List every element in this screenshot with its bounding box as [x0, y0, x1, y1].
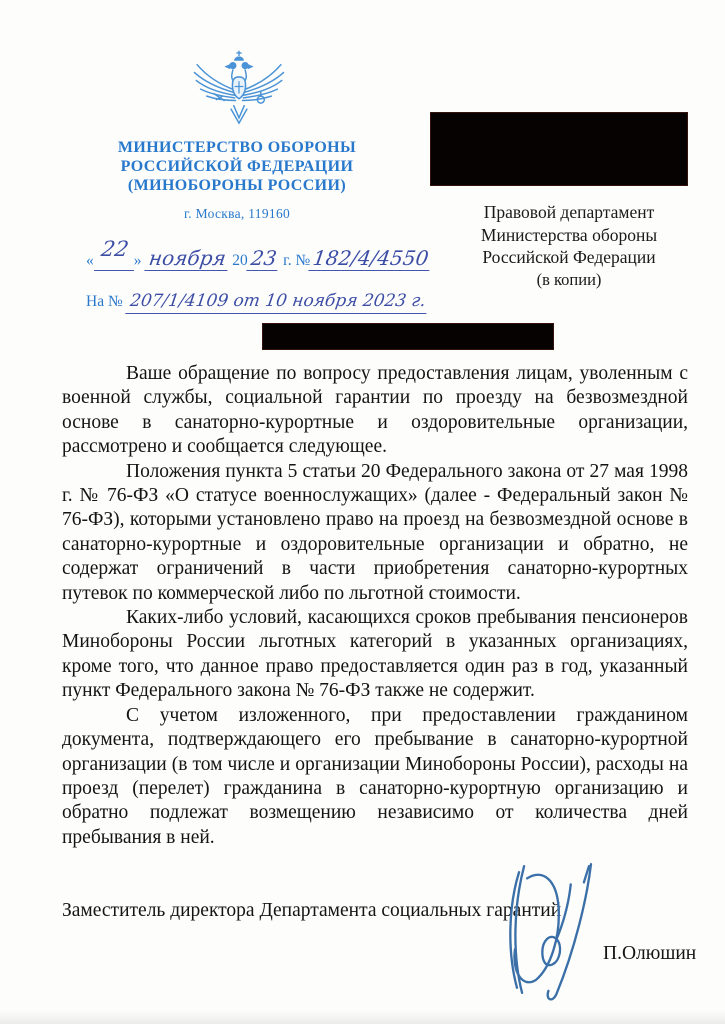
redaction-box-middle: [262, 323, 554, 350]
handwritten-day: 22: [99, 237, 131, 261]
letter-body: [62, 362, 688, 850]
ministry-name-line3: (МИНОБОРОНЫ РОССИИ): [127, 177, 347, 194]
paragraph-4: С учетом изложенного, при предоставлении гражданином документа, подтверждающего его пребывание в санаторно-курортной организации (в том числе и организации Минобороны России), расходы на проезд (перелет) гражданина в санаторно-курортную организацию и обратно подлежат возмещению независимо от количества дней пребывания в ней.: [62, 704, 688, 848]
recipient-block: [443, 201, 695, 291]
ministry-name: [70, 138, 404, 195]
signer-title: Заместитель директора Департамента социальных гарантий: [62, 900, 562, 921]
ministry-name-line1: МИНИСТЕРСТВО ОБОРОНЫ: [117, 139, 357, 156]
handwritten-year: 23: [246, 247, 281, 271]
handwritten-signature: [496, 854, 614, 1004]
after-year-label: г. №: [283, 252, 311, 269]
quote-open: «: [86, 252, 94, 269]
outgoing-date-number-line: [86, 237, 436, 271]
recipient-line3: Российской Федерации: [482, 247, 656, 267]
handwritten-outgoing-number: 182/4/4550: [309, 247, 434, 271]
handwritten-incoming-number: 207/1/4109 от 10 ноября 2023 г.: [125, 290, 430, 314]
paragraph-3: Каких-либо условий, касающихся сроков пребывания пенсионеров Минобороны России льготных категорий в указанных организациях, кроме того, что данное право предоставляется один раз в год, указанный пункт Федерального закона № 76-ФЗ также не содержит.: [62, 607, 688, 702]
incoming-reference-line: [86, 290, 436, 314]
recipient-line2: Министерства обороны: [480, 224, 658, 245]
handwritten-month: ноября: [144, 247, 230, 271]
ministry-name-line2: РОССИЙСКОЙ ФЕДЕРАЦИИ: [120, 158, 354, 175]
redaction-box-top: [430, 112, 688, 186]
quote-close: »: [133, 252, 142, 269]
handwritten-day-slot: [94, 237, 134, 271]
year-prefix: 20: [232, 252, 248, 269]
paragraph-1: Ваше обращение по вопросу предоставления лицам, уволенным с военной службы, социальной гарантии по проезду на безвозмездной основе в санаторно-курортные и оздоровительные организации, рассмотрено и сообщается следующее.: [62, 363, 688, 458]
mod-eagle-emblem-icon: [191, 48, 287, 132]
paragraph-2: Положения пункта 5 статьи 20 Федерального закона от 27 мая 1998 г. № 76-ФЗ «О статусе военнослужащих» (далее - Федеральный закон № 76-ФЗ), которыми установлено право на проезд на безвозмездной основе в санаторно-курортные и оздоровительные организации и обратно, не содержат ограничений в части приобретения санаторно-курортных путевок по коммерческой либо по льготной стоимости.: [62, 460, 688, 604]
signer-name: П.Олюшин: [603, 943, 697, 964]
recipient-line1: Правовой департамент: [483, 202, 655, 222]
recipient-copy-note: (в копии): [536, 269, 602, 289]
ministry-address: г. Москва, 119160: [183, 206, 291, 221]
reply-prefix-label: На №: [86, 293, 123, 310]
